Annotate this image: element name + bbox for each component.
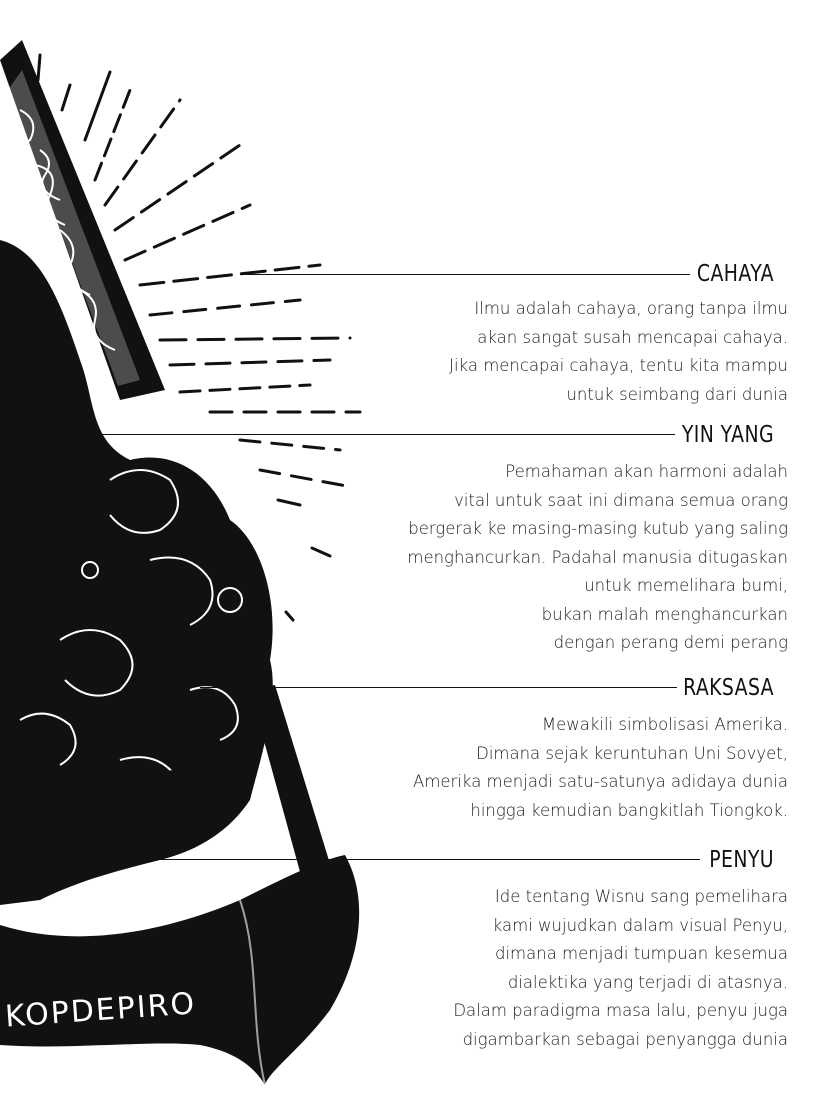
text-line: dengan perang demi perang (553, 633, 788, 652)
text-line: digambarkan sebagai penyangga dunia (462, 1029, 788, 1049)
section-text (380, 458, 788, 658)
text-line: Ide tentang Wisnu sang pemelihara (494, 887, 788, 906)
text-line: untuk memelihara bumi, (584, 576, 788, 595)
section-title: RAKSASA (683, 675, 774, 701)
text-line: untuk seimbang dari dunia (566, 384, 788, 404)
section-penyu (380, 845, 788, 1054)
text-line: kami wujudkan dalam visual Penyu, (492, 915, 788, 935)
section-text (380, 295, 788, 409)
text-line: vital untuk saat ini dimana semua orang (454, 490, 788, 510)
section-text (380, 883, 788, 1054)
banner-text: KOPDEPIRO (4, 986, 198, 1035)
section-title: PENYU (709, 847, 774, 873)
section-title: YIN YANG (681, 422, 774, 448)
text-line: Pemahaman akan harmoni adalah (505, 462, 788, 481)
text-line: Mewakili simbolisasi Amerika. (541, 715, 788, 734)
text-line: Dalam paradigma masa lalu, penyu juga (453, 1001, 788, 1020)
text-line: Ilmu adalah cahaya, orang tanpa ilmu (474, 299, 788, 318)
section-title: CAHAYA (696, 261, 774, 287)
section-raksasa (380, 673, 788, 825)
section-text (380, 711, 788, 825)
text-line: dialektika yang terjadi di atasnya. (507, 972, 788, 992)
text-line: Amerika menjadi satu-satunya adidaya dunia (413, 772, 788, 791)
text-line: hingga kemudian bangkitlah Tiongkok. (470, 800, 788, 820)
section-yin-yang (380, 420, 788, 658)
section-cahaya (380, 259, 788, 409)
text-line: bergerak ke masing-masing kutub yang saling (408, 519, 788, 538)
text-line: dimana menjadi tumpuan kesemua (495, 944, 788, 963)
text-line: bukan malah menghancurkan (541, 604, 788, 624)
text-line: menghancurkan. Padahal manusia ditugaskan (407, 547, 788, 567)
text-line: Dimana sejak keruntuhan Uni Sovyet, (476, 743, 788, 763)
text-line: Jika mencapai cahaya, tentu kita mampu (449, 356, 788, 375)
text-line: akan sangat susah mencapai cahaya. (477, 327, 788, 347)
